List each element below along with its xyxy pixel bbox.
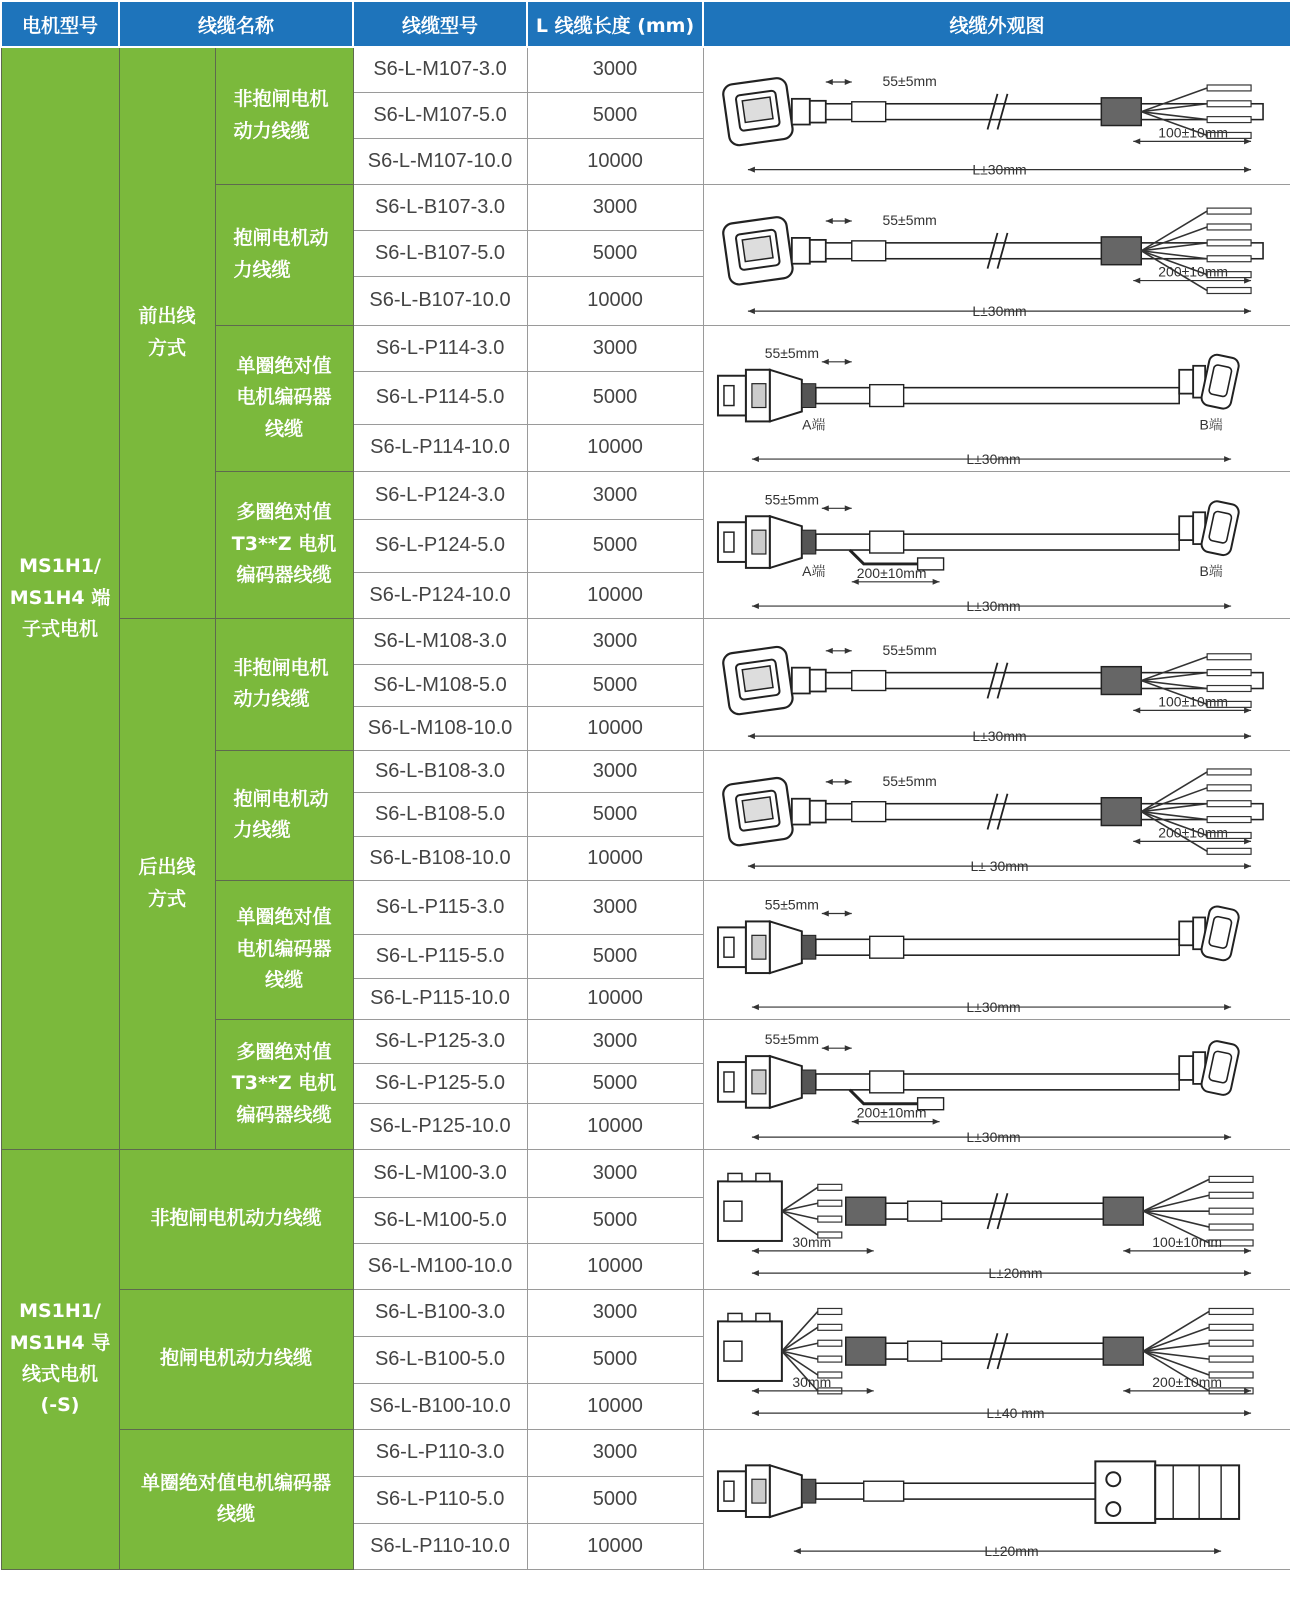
power-connector-icon [721,215,825,285]
dimension-label: 55±5mm [882,73,937,89]
cable-model-cell: S6-L-B108-3.0 [353,750,527,792]
cable-sleeve-icon [1103,1337,1143,1365]
cable-model-cell: S6-L-M100-3.0 [353,1149,527,1197]
cable-model-cell: S6-L-B107-5.0 [353,230,527,276]
cable-length-cell: 3000 [527,880,703,934]
cable-model-cell: S6-L-P115-5.0 [353,934,527,978]
cable-sleeve-icon [1101,236,1141,264]
cable-model-cell: S6-L-P114-5.0 [353,371,527,424]
dimension-label: L± 30mm [969,857,1029,874]
dimension-label: 55±5mm [764,344,819,361]
cable-model-cell: S6-L-P110-3.0 [353,1429,527,1476]
cable-length-cell: 5000 [527,1063,703,1103]
cable-model-cell: S6-L-P124-5.0 [353,519,527,572]
cable-model-cell: S6-L-P124-10.0 [353,572,527,618]
cable-diagram [704,1020,1290,1149]
cable-model-cell: S6-L-M100-10.0 [353,1243,527,1289]
table-row [1,618,1290,664]
dimension-label: L±20mm [983,1542,1039,1559]
cable-name-cell: 抱闸电机动力线缆 [119,1289,353,1429]
dimension-label: L±30mm [971,727,1027,744]
power-connector-icon [721,776,825,846]
cable-drawing-cell [703,618,1290,750]
dimension-label: 30mm [791,1373,831,1390]
table-row [1,1289,1290,1336]
cable-length-cell: 10000 [527,1103,703,1149]
cable-model-cell: S6-L-P125-5.0 [353,1063,527,1103]
table-row [1,1429,1290,1476]
cable-sleeve-icon [1101,666,1141,694]
header-cable-length: L 线缆长度 (mm) [527,1,703,47]
cable-name-cell: 多圈绝对值 T3**Z 电机 编码器线缆 [215,1019,353,1149]
cable-model-cell: S6-L-B100-10.0 [353,1383,527,1429]
housing-connector-icon [717,1313,781,1381]
cable-model-cell: S6-L-B100-3.0 [353,1289,527,1336]
cable-diagram [704,472,1290,618]
dimension-label: 30mm [791,1233,831,1250]
cable-diagram [704,1290,1290,1429]
cable-length-cell: 5000 [527,371,703,424]
cable-name-cell: 抱闸电机动 力线缆 [215,184,353,325]
cable-length-cell: 3000 [527,1289,703,1336]
cable-model-cell: S6-L-M108-5.0 [353,664,527,706]
cable-length-cell: 5000 [527,519,703,572]
cable-length-cell: 3000 [527,750,703,792]
dimension-label: 200±10mm [1157,823,1228,840]
cable-drawing-cell [703,1019,1290,1149]
cable-length-cell: 5000 [527,1336,703,1383]
cable-diagram [704,1430,1290,1569]
dsub-connector-icon [1179,499,1240,556]
cable-model-cell: S6-L-M107-3.0 [353,47,527,92]
cable-length-cell: 10000 [527,1523,703,1569]
dimension-label: 55±5mm [764,896,819,913]
cable-length-cell: 10000 [527,424,703,471]
cable-length-cell: 3000 [527,618,703,664]
cable-length-cell: 3000 [527,184,703,230]
cable-name-cell: 单圈绝对值 电机编码器 线缆 [215,325,353,471]
header-appearance: 线缆外观图 [703,1,1290,47]
cable-length-cell: 5000 [527,664,703,706]
motor-cell-lead: MS1H1/ MS1H4 导 线式电机 (-S) [1,1149,119,1569]
dimension-label: L±40 mm [985,1404,1045,1421]
dimension-label: L±30mm [965,998,1021,1015]
dimension-label: 200±10mm [1151,1373,1222,1390]
cable-length-cell: 3000 [527,325,703,371]
dimension-label: 100±10mm [1151,1233,1222,1250]
dimension-label: L±30mm [965,1128,1021,1145]
cable-sleeve-icon [1103,1197,1143,1225]
housing-connector-icon [717,1173,781,1241]
cable-model-cell: S6-L-B107-3.0 [353,184,527,230]
cable-length-cell: 10000 [527,978,703,1019]
cable-length-cell: 10000 [527,1243,703,1289]
wire-leads-icon [781,1184,841,1238]
cable-model-cell: S6-L-P125-10.0 [353,1103,527,1149]
cable-drawing-cell [703,47,1290,184]
cable-name-cell: 非抱闸电机 动力线缆 [215,47,353,184]
cable-sleeve-icon [1101,98,1141,126]
dimension-label: L±30mm [971,302,1027,319]
direction-cell-front: 前出线 方式 [119,47,215,618]
cable-name-cell: 多圈绝对值 T3**Z 电机 编码器线缆 [215,471,353,618]
header-cable-name: 线缆名称 [119,1,353,47]
scsi-connector-icon [717,921,815,973]
dimension-label: A端 [801,562,825,579]
cable-length-cell: 5000 [527,230,703,276]
dsub-connector-icon [1179,904,1240,961]
cable-length-cell: 3000 [527,47,703,92]
cable-diagram [704,326,1290,471]
dimension-label: 200±10mm [856,564,927,581]
cable-diagram [704,881,1290,1019]
motor-cell-terminal: MS1H1/ MS1H4 端 子式电机 [1,47,119,1149]
table-row [1,1149,1290,1197]
cable-body [825,803,1262,819]
cable-length-cell: 3000 [527,1429,703,1476]
cable-length-cell: 3000 [527,1149,703,1197]
cable-model-cell: S6-L-P110-5.0 [353,1476,527,1523]
dimension-label: 55±5mm [764,490,819,507]
cable-model-cell: S6-L-P125-3.0 [353,1019,527,1063]
cable-body [825,104,1262,120]
cable-body [815,1483,1095,1499]
scsi-connector-icon [717,1056,815,1108]
cable-model-cell: S6-L-M108-10.0 [353,706,527,750]
encoder-connector-icon [1095,1461,1239,1523]
cable-sleeve-icon [845,1337,885,1365]
cable-model-cell: S6-L-P114-10.0 [353,424,527,471]
cable-name-cell: 非抱闸电机动力线缆 [119,1149,353,1289]
cable-drawing-cell [703,184,1290,325]
cable-model-cell: S6-L-M107-10.0 [353,138,527,184]
dimension-label: L±30mm [965,450,1021,467]
power-connector-icon [721,77,825,147]
cable-name-cell: 单圈绝对值 电机编码器 线缆 [215,880,353,1019]
dsub-connector-icon [1179,1039,1240,1096]
dimension-label: 100±10mm [1157,692,1228,709]
cable-length-cell: 10000 [527,572,703,618]
cable-diagram [704,185,1290,325]
table-row [1,47,1290,92]
cable-sleeve-icon [1101,797,1141,825]
cable-drawing-cell [703,471,1290,618]
cable-name-cell: 抱闸电机动 力线缆 [215,750,353,880]
cable-drawing-cell [703,325,1290,471]
cable-length-cell: 10000 [527,138,703,184]
cable-length-cell: 5000 [527,792,703,836]
dimension-label: L±30mm [971,161,1027,178]
dimension-label: L±20mm [987,1264,1043,1281]
dimension-label: 55±5mm [882,641,937,658]
cable-model-cell: S6-L-B108-10.0 [353,836,527,880]
cable-model-cell: S6-L-M107-5.0 [353,92,527,138]
direction-cell-rear: 后出线 方式 [119,618,215,1149]
cable-drawing-cell [703,1289,1290,1429]
dimension-label: 200±10mm [856,1104,927,1121]
cable-diagram [704,48,1290,184]
cable-name-cell: 非抱闸电机 动力线缆 [215,618,353,750]
cable-model-cell: S6-L-P124-3.0 [353,471,527,519]
dsub-connector-icon [1179,353,1240,410]
cable-drawing-cell [703,1149,1290,1289]
cable-diagram [704,751,1290,880]
header-cable-model: 线缆型号 [353,1,527,47]
cable-length-cell: 5000 [527,1197,703,1243]
cable-drawing-cell [703,750,1290,880]
scsi-connector-icon [717,516,815,568]
cable-drawing-cell [703,1429,1290,1569]
dimension-label: A端 [801,415,825,432]
cable-length-cell: 3000 [527,471,703,519]
header-motor-model: 电机型号 [1,1,119,47]
dimension-label: B端 [1199,562,1223,579]
cable-model-cell: S6-L-M108-3.0 [353,618,527,664]
cable-body [825,242,1262,258]
cable-length-cell: 10000 [527,836,703,880]
cable-length-cell: 3000 [527,1019,703,1063]
power-connector-icon [721,645,825,715]
cable-model-cell: S6-L-M100-5.0 [353,1197,527,1243]
scsi-connector-icon [717,369,815,421]
cable-body [825,672,1262,688]
cable-length-cell: 10000 [527,276,703,325]
dimension-label: 55±5mm [764,1030,819,1047]
dimension-label: L±30mm [965,597,1021,614]
cable-length-cell: 10000 [527,1383,703,1429]
dimension-label: 55±5mm [882,772,937,789]
cable-length-cell: 10000 [527,706,703,750]
dimension-label: B端 [1199,415,1223,432]
dimension-label: 55±5mm [882,211,937,228]
cable-length-cell: 5000 [527,934,703,978]
header-row [1,1,1290,47]
cable-model-cell: S6-L-P115-3.0 [353,880,527,934]
scsi-connector-icon [717,1465,815,1517]
cable-model-cell: S6-L-P110-10.0 [353,1523,527,1569]
cable-model-cell: S6-L-B100-5.0 [353,1336,527,1383]
cable-sleeve-icon [845,1197,885,1225]
cable-length-cell: 5000 [527,1476,703,1523]
cable-diagram [704,1150,1290,1289]
cable-model-cell: S6-L-B107-10.0 [353,276,527,325]
cable-length-cell: 5000 [527,92,703,138]
cable-model-cell: S6-L-P114-3.0 [353,325,527,371]
cable-model-cell: S6-L-B108-5.0 [353,792,527,836]
cable-model-cell: S6-L-P115-10.0 [353,978,527,1019]
cable-name-cell: 单圈绝对值电机编码器 线缆 [119,1429,353,1569]
cable-drawing-cell [703,880,1290,1019]
cable-diagram [704,619,1290,750]
dimension-label: 100±10mm [1157,124,1228,141]
dimension-label: 200±10mm [1157,263,1228,280]
